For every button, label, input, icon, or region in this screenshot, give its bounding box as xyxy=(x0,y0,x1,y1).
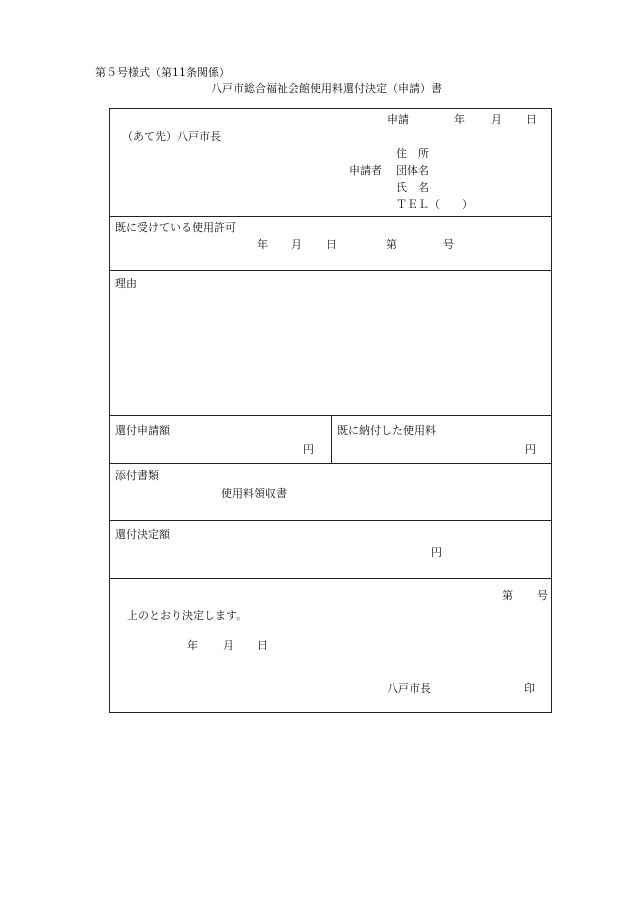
decision-signer: 八戸市長 xyxy=(387,682,431,695)
divider-decision-amount xyxy=(110,578,551,579)
divider-amounts xyxy=(110,463,551,464)
decision-month: 月 xyxy=(223,639,234,652)
attachment-item: 使用料領収書 xyxy=(221,487,287,500)
refund-decision-unit: 円 xyxy=(431,546,442,559)
divider-attachments xyxy=(110,520,551,521)
permit-day: 日 xyxy=(326,238,337,251)
seal-mark: 印 xyxy=(524,682,535,695)
refund-request-unit: 円 xyxy=(303,443,314,456)
decision-number-suffix: 号 xyxy=(537,589,548,602)
divider-permit xyxy=(110,270,551,271)
addressee: （あて先）八戸市長 xyxy=(122,130,221,143)
permit-month: 月 xyxy=(291,238,302,251)
refund-request-label: 還付申請額 xyxy=(115,424,170,437)
address-label: 住 所 xyxy=(396,147,429,160)
permit-number-prefix: 第 xyxy=(386,238,397,251)
form-number: 第５号様式（第11条関係） xyxy=(95,66,230,79)
refund-decision-label: 還付決定額 xyxy=(115,528,170,541)
application-year: 年 xyxy=(454,113,465,126)
permit-year: 年 xyxy=(257,238,268,251)
paid-fee-unit: 円 xyxy=(525,443,536,456)
tel-label: ＴＥＬ（ ） xyxy=(396,198,473,211)
organization-label: 団体名 xyxy=(396,164,429,177)
name-label: 氏 名 xyxy=(396,181,429,194)
application-month: 月 xyxy=(491,113,502,126)
decision-statement: 上のとおり決定します。 xyxy=(127,609,248,622)
application-day: 日 xyxy=(526,113,537,126)
paid-fee-label: 既に納付した使用料 xyxy=(337,424,436,437)
application-label: 申請 xyxy=(387,113,409,126)
applicant-label: 申請者 xyxy=(349,164,382,177)
decision-number-prefix: 第 xyxy=(502,589,513,602)
reason-label: 理由 xyxy=(115,277,137,290)
decision-day: 日 xyxy=(257,639,268,652)
attachments-label: 添付書類 xyxy=(115,469,159,482)
refund-form xyxy=(109,108,552,713)
permit-label: 既に受けている使用許可 xyxy=(115,221,236,234)
divider-amounts-vertical xyxy=(331,415,332,463)
permit-number-suffix: 号 xyxy=(443,238,454,251)
divider-application xyxy=(110,216,551,217)
form-title: 八戸市総合福祉会館使用料還付決定（申請）書 xyxy=(211,82,442,95)
decision-year: 年 xyxy=(187,639,198,652)
